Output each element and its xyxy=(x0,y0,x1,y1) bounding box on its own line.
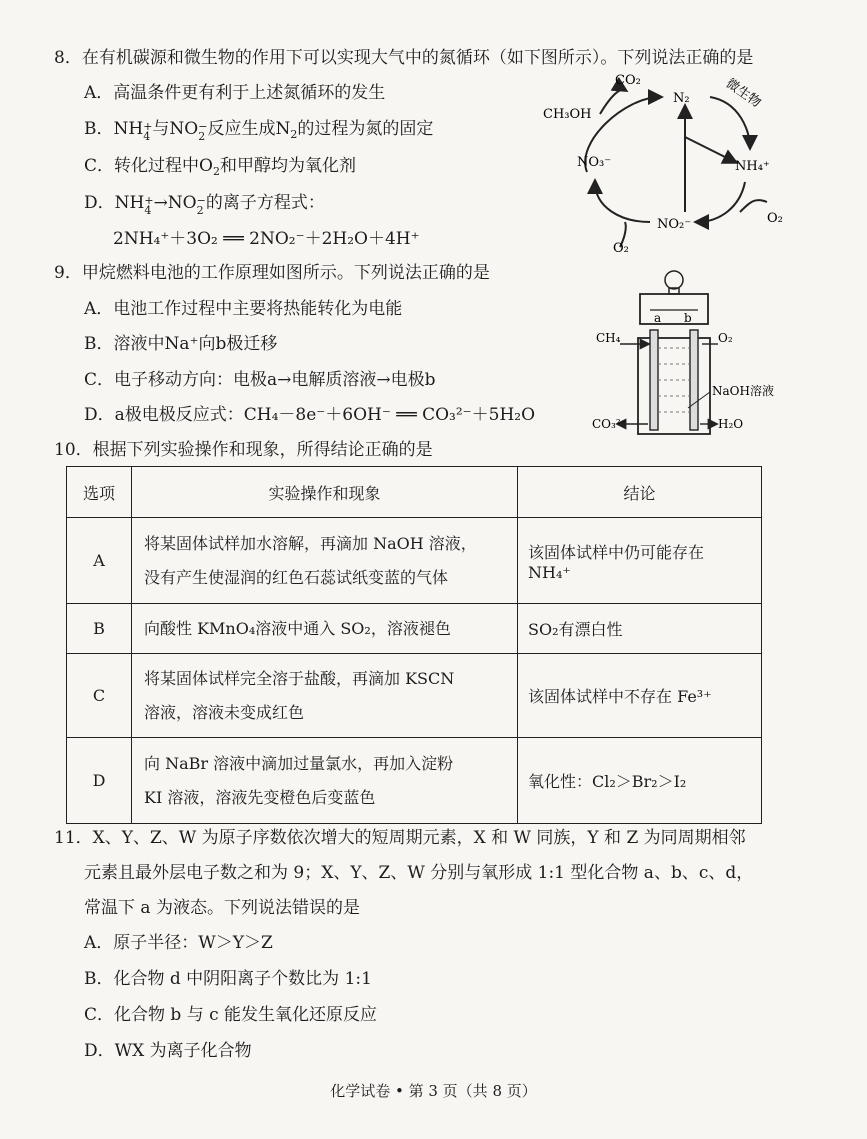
row-option: C xyxy=(67,654,132,738)
table-row xyxy=(67,738,762,824)
row-conclusion: 该固体试样中仍可能存在 NH₄⁺ xyxy=(518,518,762,604)
q8-b-text3: 反应生成N xyxy=(207,119,291,139)
page-footer: 化学试卷 • 第 3 页（共 8 页） xyxy=(330,1082,537,1100)
nitrogen-cycle-diagram xyxy=(535,62,795,262)
row-operation-line1: 将某固体试样完全溶于盐酸，再滴加 KSCN xyxy=(144,668,455,688)
row-operation-line2: 溶液，溶液未变成红色 xyxy=(144,702,305,722)
q8-option-c: C．转化过程中$O_2$和甲醇均为氧化剂 xyxy=(84,156,356,178)
row-option: B xyxy=(67,604,132,654)
q8-option-a: A．高温条件更有利于上述氮循环的发生 xyxy=(84,83,386,103)
q11-option-a: A．原子半径：W＞Y＞Z xyxy=(84,933,273,953)
microbe-label: 微生物 xyxy=(722,76,764,111)
q9-option-d: D．a极电极反应式：CH₄－8e⁻＋6OH⁻ ══ CO₃²⁻＋5H₂O xyxy=(84,405,536,425)
ch3oh-label: CH₃OH xyxy=(543,107,592,122)
q8-b-text4: 的过程为氮的固定 xyxy=(297,119,434,139)
q11-option-c: C．化合物 b 与 c 能发生氧化还原反应 xyxy=(84,1005,378,1025)
q8-option-b: B．NH + 4 与NO − 2 反应生成$N_2$的过程为氮的固定 xyxy=(84,119,434,143)
q11-option-b: B．化合物 d 中阴阳离子个数比为 1:1 xyxy=(84,969,372,989)
header-conclusion: 结论 xyxy=(518,467,762,518)
o2-bottom-label: O₂ xyxy=(613,241,629,256)
row-operation-line1: 向酸性 KMnO₄溶液中通入 SO₂，溶液褪色 xyxy=(144,618,451,638)
header-option: 选项 xyxy=(67,467,132,518)
q9-option-a: A．电池工作过程中主要将热能转化为电能 xyxy=(84,299,403,319)
q11-stem-line2: 元素且最外层电子数之和为 9；X、Y、Z、W 分别与氧形成 1:1 型化合物 a、b、c、d， xyxy=(84,863,754,883)
row-operation-line2: KI 溶液，溶液先变橙色后变蓝色 xyxy=(144,787,376,807)
row-operation-line1: 将某固体试样加水溶解，再滴加 NaOH 溶液， xyxy=(144,533,477,553)
q8-b-text2: 与NO xyxy=(152,119,199,139)
light-bulb-icon xyxy=(665,271,683,294)
q8-d-text2: →NO xyxy=(153,193,197,213)
no3-label: NO₃⁻ xyxy=(577,155,612,170)
row-operation xyxy=(132,518,518,604)
electrode-b-label: b xyxy=(684,311,692,325)
row-operation-line2: 没有产生使湿润的红色石蕊试纸变蓝的气体 xyxy=(144,567,449,587)
o2-right-label: O₂ xyxy=(767,211,783,226)
row-operation xyxy=(132,654,518,738)
row-conclusion: 该固体试样中不存在 Fe³⁺ xyxy=(518,654,762,738)
row-operation xyxy=(132,738,518,824)
q11-stem-line1: 11．X、Y、Z、W 为原子序数依次增大的短周期元素，X 和 W 同族，Y 和 Z 为同周期相邻 xyxy=(54,828,746,848)
table-row xyxy=(67,604,762,654)
naoh-label: NaOH溶液 xyxy=(712,384,774,398)
q8-d-text: D．NH xyxy=(84,193,145,213)
q10-table xyxy=(66,466,762,824)
row-conclusion: 氧化性：Cl₂＞Br₂＞I₂ xyxy=(518,738,762,824)
q9-option-c: C．电子移动方向：电极a→电解质溶液→电极b xyxy=(84,370,436,390)
header-operation: 实验操作和现象 xyxy=(132,467,518,518)
row-option: A xyxy=(67,518,132,604)
o2-label: O₂ xyxy=(718,331,733,345)
q11-stem-line3: 常温下 a 为液态。下列说法错误的是 xyxy=(84,898,360,918)
electrode-a-label: a xyxy=(654,311,662,325)
q8-equation: 2NH₄⁺＋3O₂ ══ 2NO₂⁻＋2H₂O＋4H⁺ xyxy=(113,229,420,249)
row-operation xyxy=(132,604,518,654)
table-row xyxy=(67,654,762,738)
co3-label: CO₃²⁻ xyxy=(592,417,627,431)
row-option: D xyxy=(67,738,132,824)
q8-option-d: D．NH + 4 →NO − 2 的离子方程式： xyxy=(84,193,325,217)
nh4-label: NH₄⁺ xyxy=(735,159,770,174)
q8-c-text2: 和甲醇均为氧化剂 xyxy=(219,156,356,176)
no2-label: NO₂⁻ xyxy=(657,217,692,232)
q8-d-text3: 的离子方程式： xyxy=(205,193,325,213)
ch4-label: CH₄ xyxy=(596,331,621,345)
q8-stem: 8．在有机碳源和微生物的作用下可以实现大气中的氮循环（如下图所示）。下列说法正确的是 xyxy=(54,48,754,68)
q11-option-d: D．WX 为离子化合物 xyxy=(84,1041,252,1061)
q9-option-b: B．溶液中Na⁺向b极迁移 xyxy=(84,334,278,354)
q8-c-text: C．转化过程中O xyxy=(84,156,213,176)
row-operation-line1: 向 NaBr 溶液中滴加过量氯水，再加入淀粉 xyxy=(144,753,454,773)
h2o-label: H₂O xyxy=(718,417,744,431)
co2-label: CO₂ xyxy=(615,73,641,88)
table-header-row xyxy=(67,467,762,518)
n2-label: N₂ xyxy=(673,91,690,106)
q8-b-text: B．NH xyxy=(84,119,144,139)
q10-stem: 10．根据下列实验操作和现象，所得结论正确的是 xyxy=(54,440,433,460)
q9-stem: 9．甲烷燃料电池的工作原理如图所示。下列说法正确的是 xyxy=(54,263,490,283)
fuel-cell-diagram xyxy=(590,268,800,438)
row-conclusion: SO₂有漂白性 xyxy=(518,604,762,654)
table-row xyxy=(67,518,762,604)
